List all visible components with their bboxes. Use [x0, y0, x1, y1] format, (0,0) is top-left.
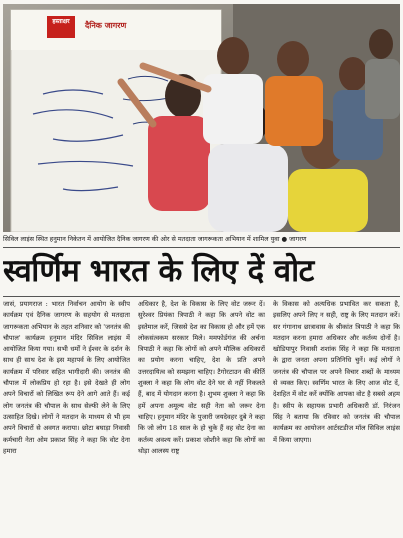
article-paragraph: जासं, प्रयागराज : भारत निर्वाचन आयोग के स्वीप कार्यक्रम एवं दैनिक जागरण के सहयोग से मतदाता जागरूकता अभियान के तहत शनिवार को 'जनतंत्र की चौपाल' कार्यक्रम हनुमान मंदिर सिविल लाइंस में आयोजित किया गया। सभी धर्मों ने ईश्वर के दर्शन के साथ ही साथ देश के इस महापर्व के लिए आयोजित कार्यक्रम में परिवार सहित भागीदारी की। जनतंत्र की चौपाल में लोकप्रिय हो रहा है। इसे देखते ही लोग अपने विचारों को लिखित रूप देने आगे आते हैं। कई लोग जनतंत्र की चौपाल के साथ सेल्फी लेने के लिए उत्साहित दिखे। लोगों ने मतदान के माध्यम से भी हम अपने विचारों से अवगत कराया। छोटा बघाड़ा निवासी कर्मचारी नेता ओम प्रकाश सिंह ने कहा कि वोट देना हमारा [3, 300, 130, 455]
banner-tag: हस्ताक्षर [47, 16, 75, 38]
news-photo [3, 4, 400, 232]
headline: स्वर्णिम भारत के लिए दें वोट [3, 253, 314, 289]
article-column-2 [138, 299, 265, 536]
article-body [3, 299, 400, 536]
board-banner-text: दैनिक जागरण [85, 21, 127, 30]
article-column-3 [273, 299, 400, 536]
photo-illustration [3, 4, 400, 232]
photo-caption: सिविल लाइंस स्थित हनुमान निकेतन में आयोजित दैनिक जागरण की ओर से मतदाता जागरूकता अभियान में शामिल युवा ● जागरण [3, 235, 307, 243]
article-paragraph: के विकास को अत्यधिक प्रभावित कर सकता है, इसलिए अपने लिए न सही, राष्ट्र के लिए मतदान करें। सर गंगानाथ छात्रावास के श्रीकांत त्रिपाठी ने कहा कि मतदान करना हमारा अधिकार और कर्तव्य दोनों है। खोडियापुर निवासी शशांक सिंह ने कहा कि मतदाता के द्वारा जनता अपना प्रतिनिधि चुनें। कई लोगों ने जनतंत्र की चौपाल पर अपने विचार शब्दों के माध्यम से व्यक्त किए। स्वर्णिम भारत के लिए आज वोट दें, देशहित में वोट करें क्योंकि आपका वोट है सबसे अहम है। स्वीप के सहायक प्रभारी अधिकारी डॉ. निरंजन सिंह ने बताया कि रविवार को जनतंत्र की चौपाल कार्यक्रम का आयोजन आर्टस्टडीज मॉल सिविल लाइंस में किया जाएगा। [273, 300, 400, 444]
article-paragraph: अधिकार है, देश के विकास के लिए वोट जरूर दें। सुरेश्वर प्रियंका त्रिपाठी ने कहा कि अपने वोट का इस्तेमाल करें, जिससे देश का विकास हो और हमें एक लोकसंत्वकम सरकार मिले। ममफोर्डगंज की अर्चना त्रिपाठी ने कहा कि लोगों को अपने मौलिक अधिकारों का प्रयोग करना चाहिए, देश के प्रति अपने उत्तरदायित्व को समझना चाहिए। टैगोरटाउन की कीर्ति शुक्ला ने कहा कि लोग वोट देने घर से नहीं निकलते हैं, बाद में योगदान करना है। शुभम शुक्ला ने कहा कि हमें अपना अमूल्य वोट सही नेता को जरूर देना चाहिए। हनुमान मंदिर के पुजारी जयदेवहर दुबे ने कहा कि जो लोग 18 साल के हो चुके हैं वह वोट देना का कर्तव्य अवश्य करें। प्रकाश जोशीने कहा कि लोगों का थोड़ा आलस्य राष्ट्र [138, 300, 265, 455]
divider-bottom [3, 296, 400, 297]
article-column-1 [3, 299, 130, 536]
